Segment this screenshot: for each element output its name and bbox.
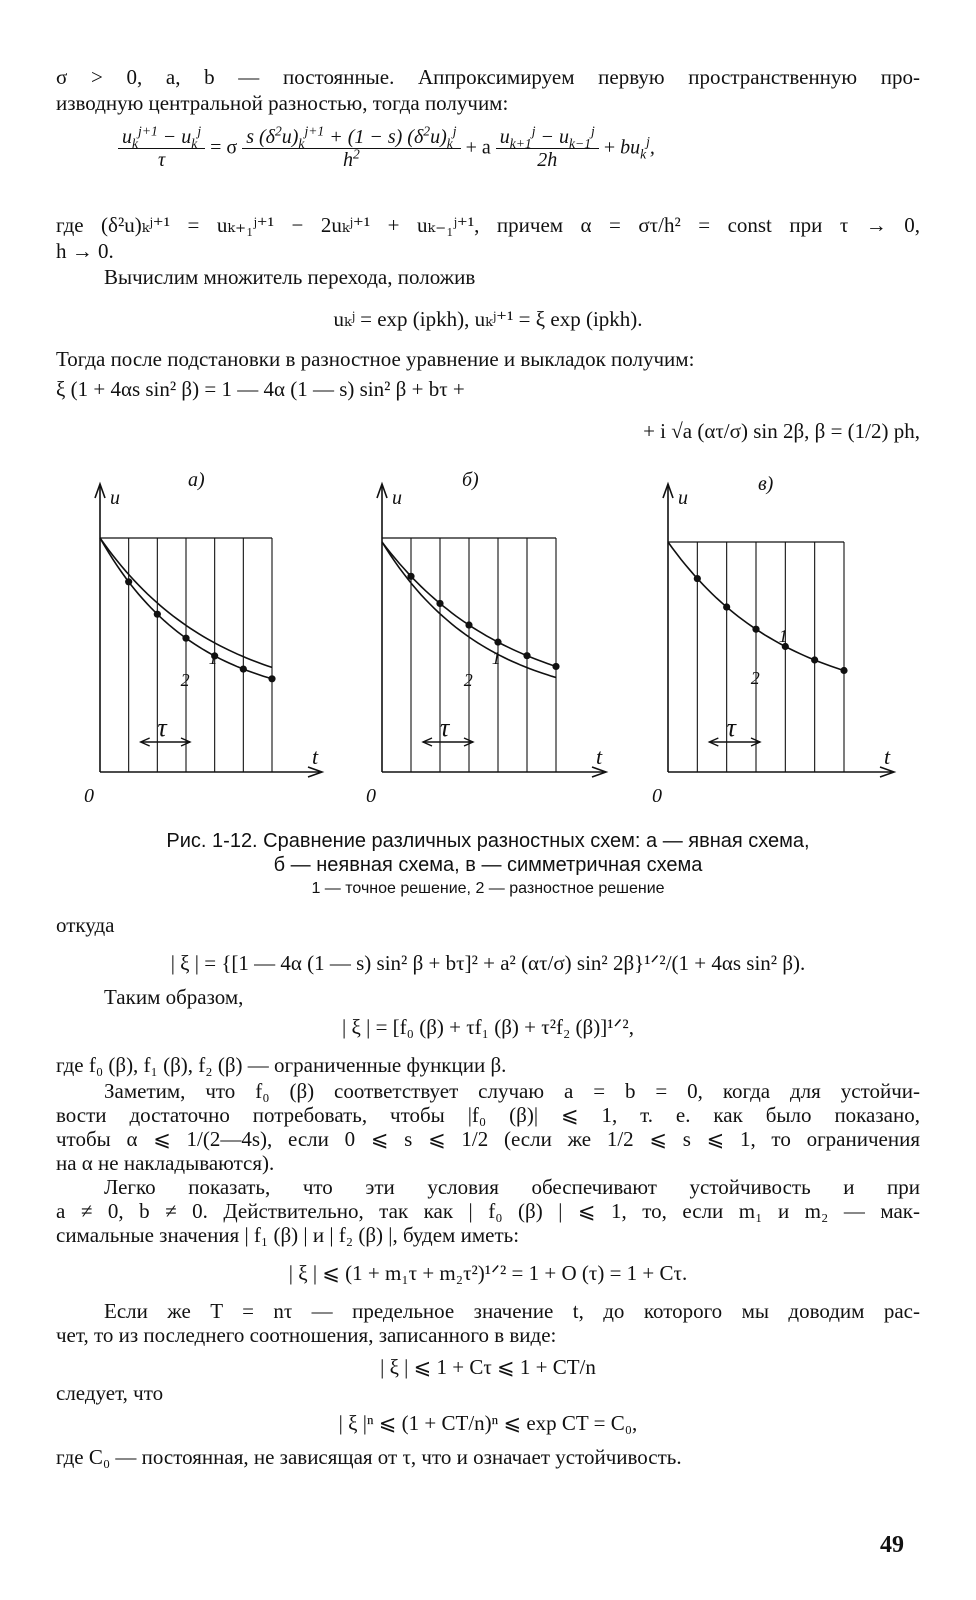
curve-2-label: 2 xyxy=(180,670,190,690)
grid-node-point xyxy=(694,575,701,582)
text-line: симальные значения | f₁ (β) | и | f₂ (β) |, будем иметь: xyxy=(56,1223,520,1247)
text-line: где (δ²u)ₖʲ⁺¹ = uₖ₊₁ʲ⁺¹ − 2uₖʲ⁺¹ + uₖ₋₁ʲ⁺¹, причем α = στ/h² = const при τ → 0, xyxy=(56,213,920,237)
u-axis-label: u xyxy=(678,487,688,509)
text-line: вости достаточно потребовать, чтобы |f₀ (β)| ⩽ 1, т. е. как было показано, xyxy=(56,1103,920,1127)
grid-node-point xyxy=(240,665,247,672)
figure-caption: Рис. 1-12. Сравнение различных разностных схем: а — явная схема, xyxy=(166,830,810,852)
grid-node-point xyxy=(752,626,759,633)
text-line: где C₀ — постоянная, не зависящая от τ, что и означает устойчивость. xyxy=(56,1445,682,1469)
origin-label: 0 xyxy=(84,785,94,807)
text-line: где f₀ (β), f₁ (β), f₂ (β) — ограниченные функции β. xyxy=(56,1053,507,1077)
text-line: изводную центральной разностью, тогда получим: xyxy=(56,91,509,115)
panel-label: в) xyxy=(758,473,774,495)
equation: | ξ | = [f₀ (β) + τf₁ (β) + τ²f₂ (β)]¹ᐟ², xyxy=(342,1015,634,1039)
grid-node-point xyxy=(125,578,132,585)
text-line: a ≠ 0, b ≠ 0. Действительно, так как | f₀ (β) | ⩽ 1, то, если m₁ и m₂ — мак- xyxy=(56,1199,920,1223)
t-axis-label: t xyxy=(596,744,603,769)
equation: ξ (1 + 4αs sin² β) = 1 — 4α (1 — s) sin² β + bτ + xyxy=(56,377,465,401)
grid-node-point xyxy=(465,621,472,628)
origin-label: 0 xyxy=(652,785,662,807)
grid-node-point xyxy=(268,675,275,682)
text-line: откуда xyxy=(56,913,115,937)
grid-node-point xyxy=(154,611,161,618)
curve-1-label: 1 xyxy=(208,648,218,668)
text-line: Заметим, что f₀ (β) соответствует случаю a = b = 0, когда для устойчи- xyxy=(104,1079,920,1103)
text-line: на α не накладываются). xyxy=(56,1151,275,1175)
curve-2-label: 2 xyxy=(750,668,760,688)
t-axis-label: t xyxy=(312,744,319,769)
text-line: σ > 0, a, b — постоянные. Аппроксимируем первую пространственную про- xyxy=(56,65,920,89)
t-axis-label: t xyxy=(884,744,891,769)
text-line: Вычислим множитель перехода, положив xyxy=(104,265,476,289)
equation: | ξ | ⩽ 1 + Cτ ⩽ 1 + CT/n xyxy=(380,1355,596,1379)
equation: uₖʲ = exp (ipkh), uₖʲ⁺¹ = ξ exp (ipkh). xyxy=(333,307,643,331)
text-line: h → 0. xyxy=(56,239,114,263)
u-axis-label: u xyxy=(110,487,120,509)
curve-1-label: 1 xyxy=(491,648,501,668)
grid-node-point xyxy=(182,635,189,642)
grid-node-point xyxy=(494,639,501,646)
u-axis-label: u xyxy=(392,487,402,509)
text-line: Легко показать, что эти условия обеспечивают устойчивость и при xyxy=(104,1175,920,1199)
figure-1-12 xyxy=(0,464,976,814)
tau-label: τ xyxy=(726,713,736,742)
grid-node-point xyxy=(723,603,730,610)
tau-label: τ xyxy=(440,713,450,742)
equation: + i √a (ατ/σ) sin 2β, β = (1/2) ph, xyxy=(643,419,920,443)
equation: | ξ | ⩽ (1 + m₁τ + m₂τ²)¹ᐟ² = 1 + O (τ) = 1 + Cτ. xyxy=(288,1261,688,1285)
grid-node-point xyxy=(407,573,414,580)
grid-node-point xyxy=(552,663,559,670)
text-line: Тогда после подстановки в разностное уравнение и выкладок получим: xyxy=(56,347,695,371)
grid-node-point xyxy=(840,667,847,674)
text-line: чет, то из последнего соотношения, записанного в виде: xyxy=(56,1323,557,1347)
grid-node-point xyxy=(523,652,530,659)
figure-caption: б — неявная схема, в — симметричная схема xyxy=(273,854,703,876)
grid-node-point xyxy=(811,656,818,663)
equation: | ξ |ⁿ ⩽ (1 + CT/n)ⁿ ⩽ exp CT = C₀, xyxy=(338,1411,638,1435)
tau-label: τ xyxy=(157,713,167,742)
text-line: Если же T = nτ — предельное значение t, до которого мы доводим рас- xyxy=(104,1299,920,1323)
text-line: чтобы α ⩽ 1/(2—4s), если 0 ⩽ s ⩽ 1/2 (если же 1/2 ⩽ s ⩽ 1, то ограничения xyxy=(56,1127,920,1151)
equation: | ξ | = {[1 — 4α (1 — s) sin² β + bτ]² + a² (ατ/σ) sin² 2β}¹ᐟ²/(1 + 4αs sin² β). xyxy=(170,951,806,975)
page-number: 49 xyxy=(880,1532,904,1558)
curve-1-label: 1 xyxy=(778,626,788,646)
panel-label: б) xyxy=(462,469,479,491)
panel-label: а) xyxy=(188,469,205,491)
text-line: Таким образом, xyxy=(104,985,244,1009)
text-line: следует, что xyxy=(56,1381,164,1405)
figure-legend: 1 — точное решение, 2 — разностное решение xyxy=(311,880,665,897)
difference-equation: $\frac{u_k^{j+1} - u_k^j}{\tau}$ = σ $\frac{s (\delta^2u)_k^{j+1} + (1 - s) (\delta^2u)_k^j}{h^2}$ + a $\frac{u_{k+1}^j - u_{k-1}^j}{2h}$ + $bu_k^j$, xyxy=(118,126,878,172)
grid-node-point xyxy=(436,600,443,607)
origin-label: 0 xyxy=(366,785,376,807)
curve-2-label: 2 xyxy=(463,670,473,690)
